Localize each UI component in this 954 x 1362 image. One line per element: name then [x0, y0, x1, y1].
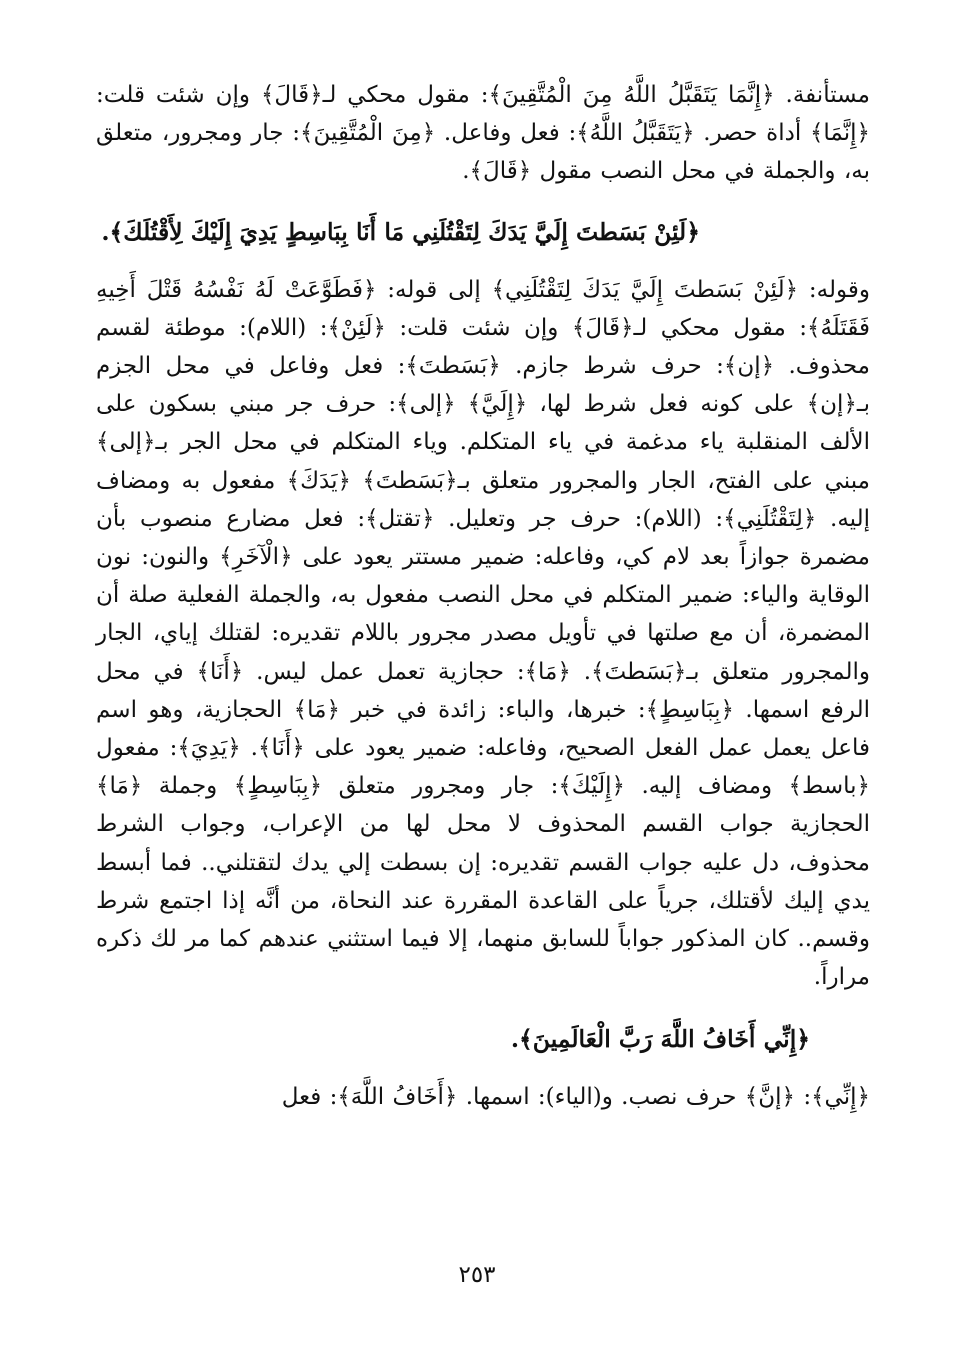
- spacer: [96, 1058, 870, 1078]
- page-number: ٢٥٣: [458, 1262, 496, 1288]
- spacer: [96, 251, 870, 271]
- spacer: [96, 191, 870, 213]
- page-content: [96, 76, 870, 1356]
- commentary-paragraph-3: ﴿إِنِّي﴾: ﴿إنَّ﴾ حرف نصب. و(الياء): اسمها. ﴿أَخَافُ اللَّهَ﴾: فعل: [281, 1084, 870, 1111]
- quran-verse-1: ﴿لَئِنْ بَسَطتَ إِلَيَّ يَدَكَ لِتَقْتُلَنِي مَا أَنَا بِبَاسِطٍ يَدِيَ إِلَيْكَ لِأَقْتُلَكَ﴾.: [101, 217, 700, 246]
- spacer: [96, 996, 870, 1020]
- commentary-paragraph-1: مستأنفة. ﴿إِنَّمَا يَتَقَبَّلُ اللَّهُ مِنَ الْمُتَّقِينَ﴾: مقول محكي لـ﴿قَالَ﴾ وإن شئت قلت: ﴿إِنَّمَا﴾ أداة حصر. ﴿يَتَقَبَّلُ اللَّهُ﴾: فعل وفاعل. ﴿مِنَ الْمُتَّقِينَ﴾: جار ومجرور، متعلق به، والجملة في محل النصب مقول ﴿قَالَ﴾.: [96, 82, 870, 185]
- quran-verse-2: ﴿إِنِّي أَخَافُ اللَّهَ رَبَّ الْعَالَمِينَ﴾.: [510, 1025, 810, 1054]
- commentary-paragraph-2: وقوله: ﴿لَئِنْ بَسَطتَ إِلَيَّ يَدَكَ لِتَقْتُلَنِي﴾ إلى قوله: ﴿فَطَوَّعَتْ لَهُ نَفْسُهُ قَتْلَ أَخِيهِ فَقَتَلَهُ﴾: مقول محكي لـ﴿قَالَ﴾ وإن شئت قلت: ﴿لَئِنْ﴾: (اللام): موطئة لقسم محذوف. ﴿إن﴾: حرف شرط جازم. ﴿بَسَطتَ﴾: فعل وفاعل في محل الجزم بـ﴿إن﴾ على كونه فعل شرط لها، ﴿إِلَيَّ﴾ ﴿إلى﴾: حرف جر مبني بسكون على الألف المنقلبة ياء مدغمة في ياء المتكلم. وياء المتكلم في محل الجر بـ﴿إلى﴾ مبني على الفتح، الجار والمجرور متعلق بـ﴿بَسَطتَ﴾ ﴿يَدَكَ﴾ مفعول به ومضاف إليه. ﴿لِتَقْتُلَنِي﴾: (اللام): حرف جر وتعليل. ﴿تقتل﴾: فعل مضارع منصوب بأن مضمرة جوازاً بعد لام كي، وفاعله: ضمير مستتر يعود على ﴿الْآخَرِ﴾ والنون: نون الوقاية والياء: ضمير المتكلم في محل النصب مفعول به، والجملة الفعلية صلة أن المضمرة، أن مع صلتها في تأويل مصدر مجرور باللام تقديره: لقتلك إياي، الجار والمجرور متعلق بـ﴿بَسَطتَ﴾. ﴿مَا﴾: حجازية تعمل عمل ليس. ﴿أَنَا﴾ في محل الرفع اسمها. ﴿بِبَاسِطٍ﴾: خبرها، والباء: زائدة في خبر ﴿مَا﴾ الحجازية، وهو اسم فاعل يعمل عمل الفعل الصحيح، وفاعله: ضمير يعود على ﴿أَنَا﴾. ﴿يَدِيَ﴾: مفعول ﴿باسط﴾ ومضاف إليه. ﴿إِلَيْكَ﴾: جار ومجرور متعلق ﴿بِبَاسِطٍ﴾ وجملة ﴿مَا﴾ الحجازية جواب القسم المحذوف لا محل لها من الإعراب، وجواب الشرط محذوف، دل عليه جواب القسم تقديره: إن بسطت إلي يدك لتقتلني.. فما أبسط يدي إليك لأقتلك، جرياً على القاعدة المقررة عند النحاة، من أنَّه إذا اجتمع شرط وقسم.. كان المذكور جواباً للسابق منهما، إلا فيما استثني عندهم كما مر لك ذكره مراراً.: [96, 276, 870, 991]
